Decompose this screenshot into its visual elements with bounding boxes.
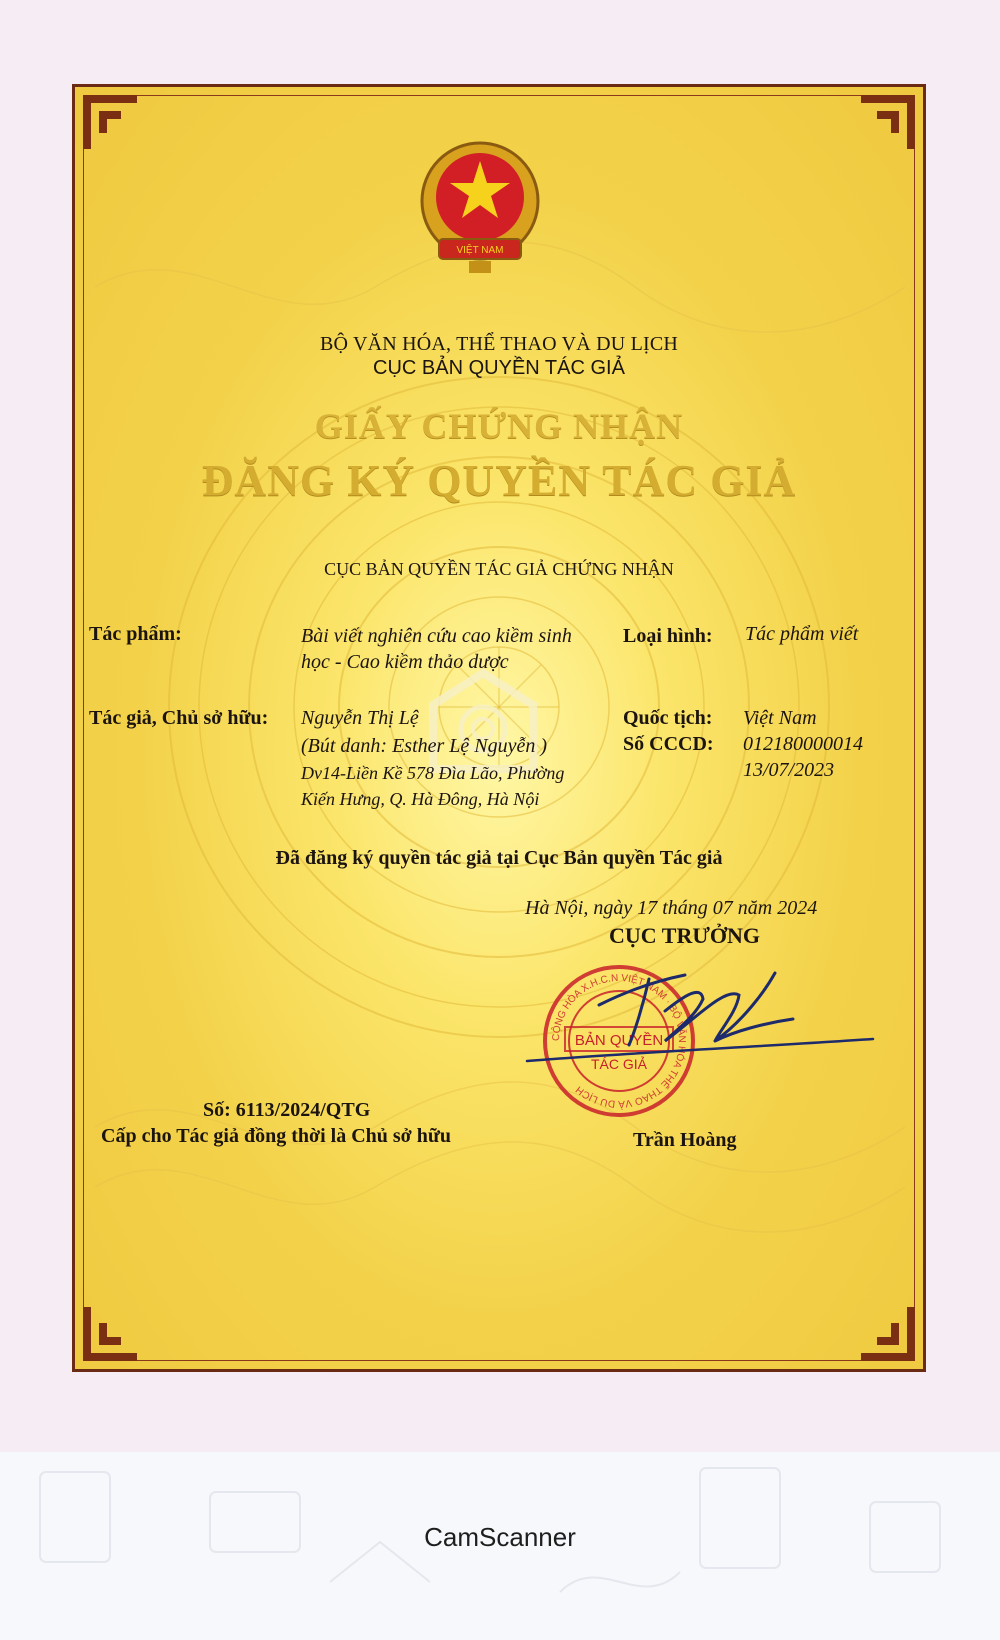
id-number: 012180000014	[743, 733, 863, 755]
national-emblem-icon	[403, 135, 557, 285]
certificate-number: Số: 6113/2024/QTG	[203, 1099, 371, 1121]
seal-ring-text: CỘNG HÒA X.H.C.N VIỆT NAM · BỘ VĂN HÓA THỂ THAO VÀ DU LỊCH	[550, 972, 688, 1110]
author-address-line1: Dv14-Liền Kề 578 Đìa Lão, Phường	[301, 763, 565, 783]
place-date: Hà Nội, ngày 17 tháng 07 năm 2024	[525, 897, 818, 919]
corner-ornament-bottom-left	[81, 1303, 141, 1363]
author-name: Nguyễn Thị Lệ	[301, 707, 419, 729]
work-title-line2: học - Cao kiềm thảo dược	[301, 651, 509, 673]
watermark-logo-icon	[423, 665, 543, 775]
id-issue-date: 13/07/2023	[743, 759, 835, 781]
work-type-value: Tác phẩm viết	[745, 623, 859, 645]
author-pen-name: (Bút danh: Esther Lệ Nguyễn )	[301, 735, 548, 757]
emblem-ribbon-text: VIỆT NAM	[456, 245, 504, 256]
nationality-label: Quốc tịch:	[623, 707, 713, 729]
author-label: Tác giả, Chủ sở hữu:	[89, 707, 269, 729]
corner-ornament-top-right	[857, 93, 917, 153]
seal-center-text-1: BẢN QUYỀN	[574, 1032, 664, 1049]
certificate-title-line2: ĐĂNG KÝ QUYỀN TÁC GIẢ	[201, 456, 797, 505]
handwritten-signature	[525, 961, 885, 1071]
seal-center-text-2: TÁC GIẢ	[590, 1056, 648, 1072]
app-label: CamScanner	[424, 1522, 576, 1552]
nationality-value: Việt Nam	[743, 707, 817, 729]
department-name: CỤC BẢN QUYỀN TÁC GIẢ	[373, 357, 625, 379]
ministry-name: BỘ VĂN HÓA, THỂ THAO VÀ DU LỊCH	[319, 333, 679, 355]
signer-name: Trần Hoàng	[633, 1129, 737, 1151]
corner-ornament-bottom-right	[857, 1303, 917, 1363]
work-title-line1: Bài viết nghiên cứu cao kiềm sinh	[301, 625, 572, 647]
registered-statement: Đã đăng ký quyền tác giả tại Cục Bản quyền Tác giả	[275, 847, 723, 869]
certificate	[72, 84, 926, 1372]
work-type-label: Loại hình:	[623, 625, 713, 647]
corner-ornament-top-left	[81, 93, 141, 153]
work-label: Tác phẩm:	[89, 623, 182, 645]
id-label: Số CCCD:	[623, 733, 714, 755]
signer-position: CỤC TRƯỞNG	[609, 923, 760, 948]
certificate-title-line1: GIẤY CHỨNG NHẬN	[314, 406, 684, 446]
issued-to: Cấp cho Tác giả đồng thời là Chủ sở hữu	[101, 1125, 451, 1147]
certifies-statement: CỤC BẢN QUYỀN TÁC GIẢ CHỨNG NHẬN	[324, 559, 674, 579]
author-address-line2: Kiến Hưng, Q. Hà Đông, Hà Nội	[301, 789, 540, 809]
